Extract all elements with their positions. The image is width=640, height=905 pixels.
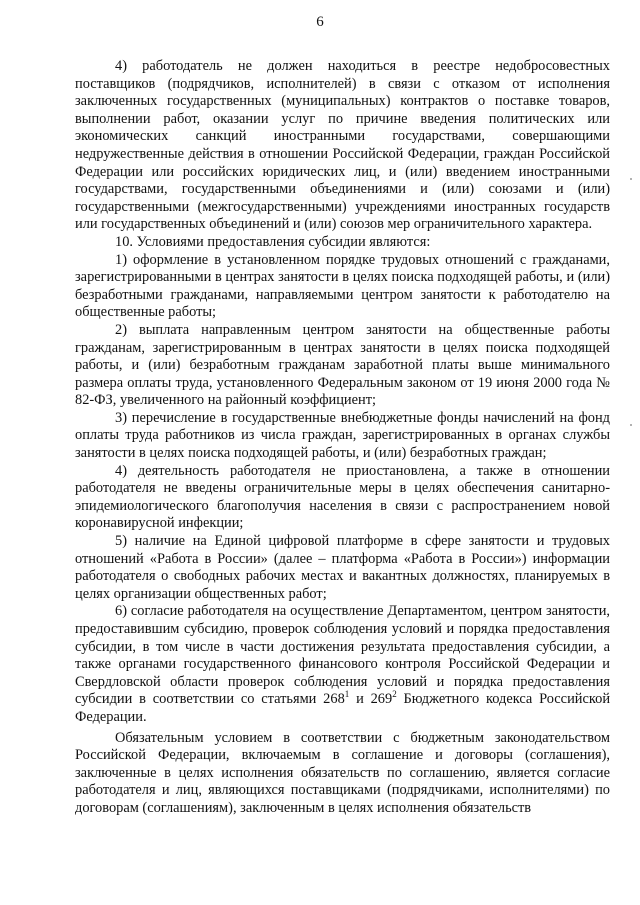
article-268-superscript: 1 — [344, 689, 350, 700]
paragraph-mandatory-condition: Обязательным условием в соответствии с бюджетным законодательством Российской Федерации, включаемым в соглашение и договоры (соглашения), заключенные в целях исполнения обязательств по соглашению, является согласие работодателя и лиц, являющихся поставщиками (подрядчиками, исполнителями) по договорам (соглашениям), заключенным в целях исполнения обязательств — [75, 729, 610, 816]
paragraph-condition-2: 2) выплата направленным центром занятости на общественные работы гражданам, зарегистрированным в центрах занятости в целях поиска подходящей работы, и (или) безработным гражданам заработной платы выше минимального размера оплаты труда, установленного Федеральным законом от 19 июня 2000 года № 82-ФЗ, увеличенного на районный коэффициент; — [75, 321, 610, 409]
page-number: 6 — [316, 14, 324, 30]
paragraph-condition-6 — [75, 603, 610, 726]
condition-6-tail: Бюджетного кодекса Российской Федерации. — [75, 691, 611, 725]
scan-mark — [630, 424, 632, 426]
paragraph-condition-5: 5) наличие на Единой цифровой платформе в сфере занятости и трудовых отношений «Работа в России» (далее – платформа «Работа в России») информации работодателя о свободных рабочих местах и вакантных должностях, планируемых в целях организации общественных работ; — [75, 533, 610, 602]
paragraph-section-10: 10. Условиями предоставления субсидии являются: — [115, 233, 431, 250]
condition-6-middle: и 269 — [349, 691, 393, 708]
article-269-superscript: 2 — [392, 689, 397, 700]
paragraph-condition-3: 3) перечисление в государственные внебюджетные фонды начислений на фонд оплаты труда работников из числа граждан, зарегистрированных в органах службы занятости в целях поиска подходящей работы, и (или) безработных граждан; — [75, 409, 610, 462]
scan-mark — [630, 178, 632, 180]
document-body — [75, 58, 610, 818]
paragraph-condition-1: 1) оформление в установленном порядке трудовых отношений с гражданами, зарегистрированными в центрах занятости в целях поиска подходящей работы, и (или) безработными гражданами, направляемыми центром занятости к работодателю на общественные работы; — [75, 251, 610, 321]
paragraph-item-4: 4) работодатель не должен находиться в реестре недобросовестных поставщиков (подрядчиков, исполнителей) в связи с отказом от исполнения заключенных государственных (муниципальных) контрактов о поставке товаров, выполнении работ, оказании услуг по причине введения политических или экономических санкций иностранными государствами, совершающими недружественные действия в отношении Российской Федерации, граждан Российской Федерации или российских юридических лиц, и (или) введением иностранными государствами, государственными объединениями и (или) союзами и (или) государственными (межгосударственными) учреждениями иностранных государств или государственных объединений и (или) союзов мер ограничительного характера. — [75, 58, 610, 233]
condition-6-text: 6) согласие работодателя на осуществление Департаментом, центром занятости, предоставившим субсидию, проверок соблюдения условий и порядка предоставления субсидии, в том числе в части достижения результата предоставления субсидии, а также органами государственного финансового контроля Российской Федерации и Свердловской области проверок соблюдения условий и порядка предоставления субсидии в соответствии со статьями 268 — [75, 603, 610, 708]
paragraph-condition-4: 4) деятельность работодателя не приостановлена, а также в отношении работодателя не введены ограничительные меры в целях обеспечения санитарно-эпидемиологического благополучия населения в связи с распространением новой коронавирусной инфекции; — [75, 462, 610, 532]
